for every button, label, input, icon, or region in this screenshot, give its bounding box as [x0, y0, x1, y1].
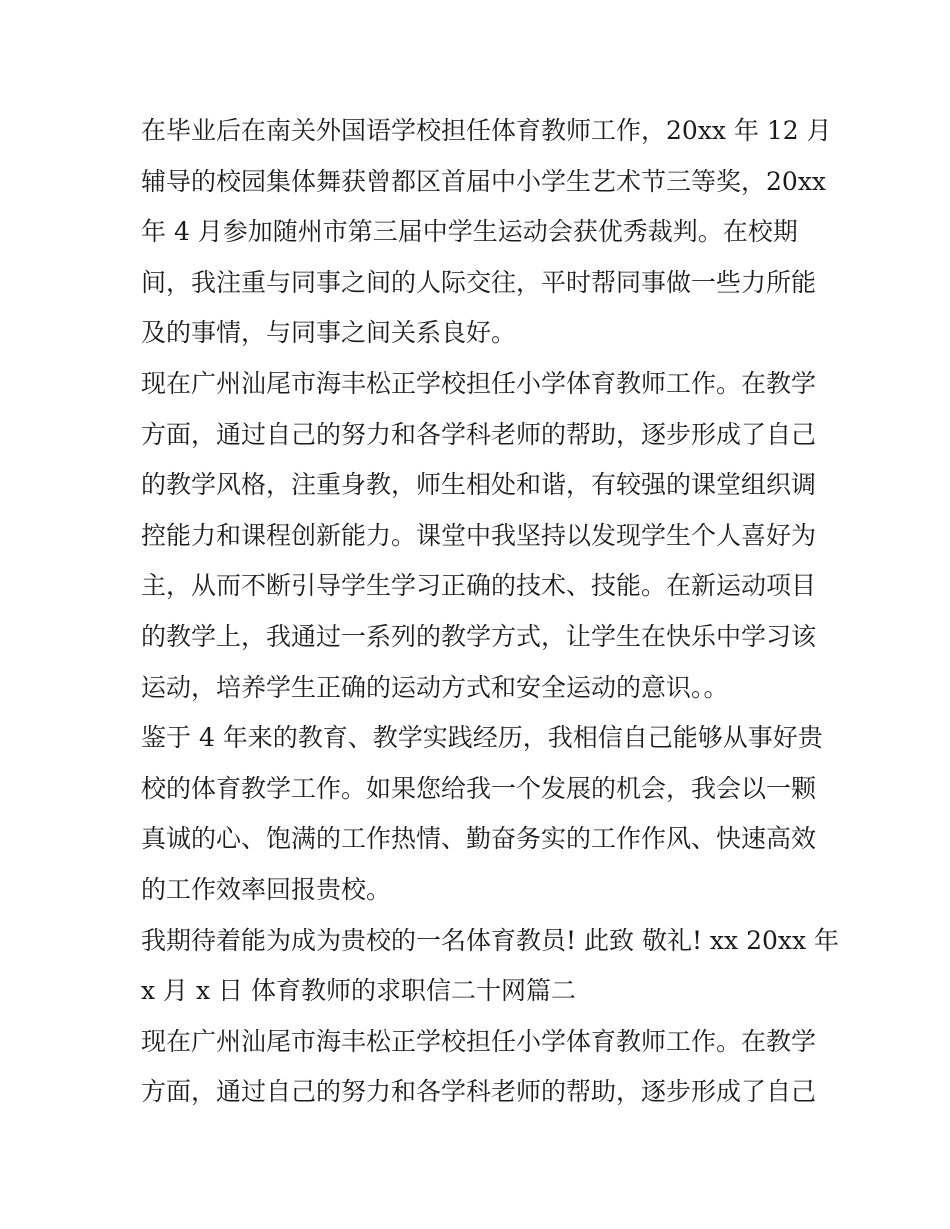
text-line: 间，我注重与同事之间的人际交往，平时帮同事做一些力所能: [141, 267, 817, 297]
paragraph: [141, 916, 840, 1017]
text-line: 及的事情，与同事之间关系良好。: [141, 318, 517, 348]
text-line: 年 4 月参加随州市第三届中学生运动会获优秀裁判。在校期: [141, 217, 798, 247]
text-line: 运动，培养学生正确的运动方式和安全运动的意识。。: [141, 672, 729, 702]
text-line: 现在广州汕尾市海丰松正学校担任小学体育教师工作。在教学: [141, 368, 817, 398]
paragraph: [141, 106, 832, 359]
paragraph: [141, 713, 823, 915]
text-line: 真诚的心、饱满的工作热情、勤奋务实的工作作风、快速高效: [141, 824, 817, 854]
paragraph: [141, 359, 815, 713]
text-line: 控能力和课程创新能力。课堂中我坚持以发现学生个人喜好为: [141, 520, 817, 550]
text-line: x 月 x 日 体育教师的求职信二十网篇二: [141, 976, 576, 1006]
text-line: 主，从而不断引导学生学习正确的技术、技能。在新运动项目: [141, 571, 817, 601]
document-body: [141, 106, 840, 1118]
text-line: 校的体育教学工作。如果您给我一个发展的机会，我会以一颗: [141, 773, 817, 803]
text-line: 鉴于 4 年来的教育、教学实践经历，我相信自己能够从事好贵: [141, 723, 823, 753]
text-line: 辅导的校园集体舞获曾都区首届中小学生艺术节三等奖，20xx: [141, 166, 827, 196]
text-line: 现在广州汕尾市海丰松正学校担任小学体育教师工作。在教学: [141, 1026, 817, 1056]
text-line: 方面，通过自己的努力和各学科老师的帮助，逐步形成了自己: [141, 1077, 817, 1107]
text-line: 我期待着能为成为贵校的一名体育教员! 此致 敬礼! xx 20xx 年: [141, 925, 840, 955]
paragraph: [141, 1017, 815, 1118]
text-line: 方面，通过自己的努力和各学科老师的帮助，逐步形成了自己: [141, 419, 817, 449]
text-line: 在毕业后在南关外国语学校担任体育教师工作，20xx 年 12 月: [141, 116, 832, 145]
text-line: 的工作效率回报贵校。: [141, 874, 392, 904]
text-line: 的教学上，我通过一系列的教学方式，让学生在快乐中学习该: [141, 621, 817, 651]
text-line: 的教学风格，注重身教，师生相处和谐，有较强的课堂组织调: [141, 470, 817, 500]
